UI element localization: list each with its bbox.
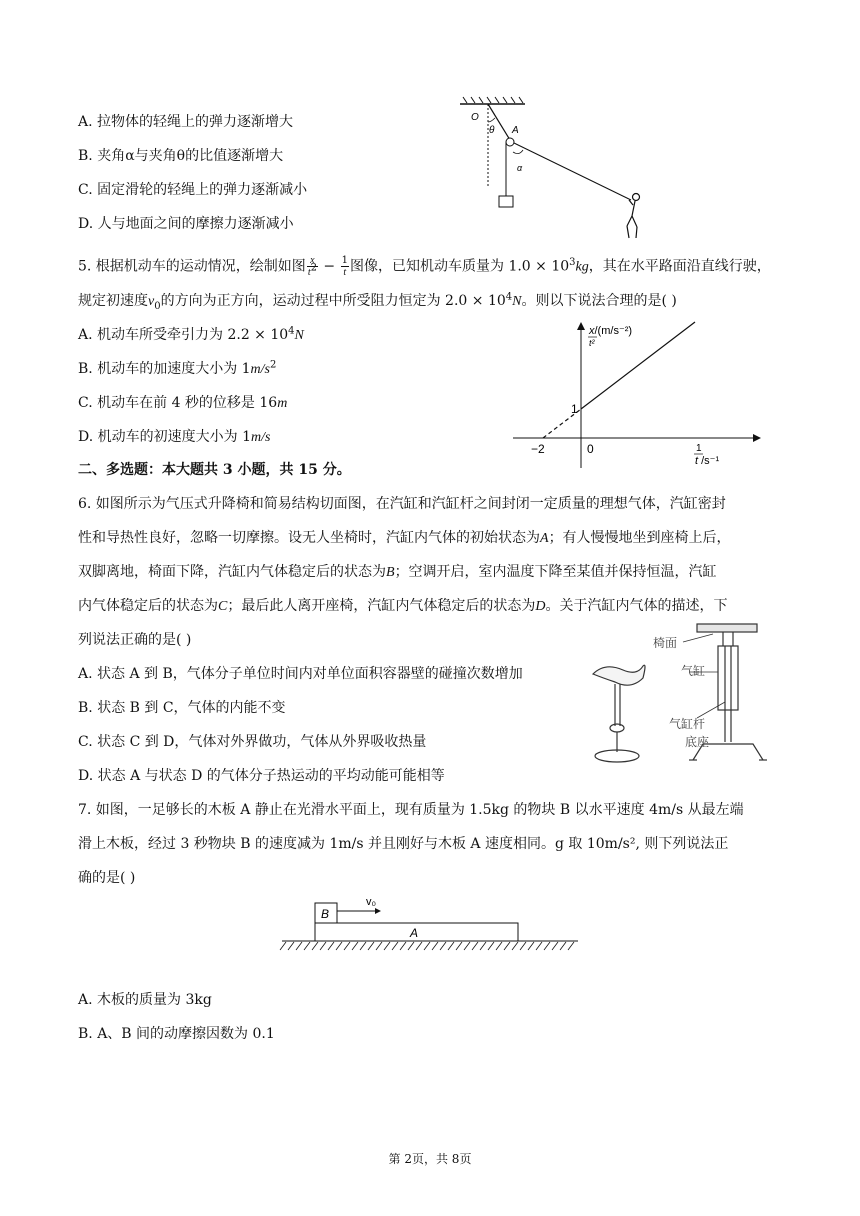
svg-text:1: 1 bbox=[696, 443, 702, 454]
q5-option-d: D. 机动车的初速度大小为 1m/s bbox=[78, 429, 271, 445]
q5-option-b: B. 机动车的加速度大小为 $1m/s^2$ bbox=[78, 359, 277, 377]
q7-label-b: B bbox=[321, 907, 330, 921]
q7-label-v0: v₀ bbox=[366, 896, 377, 908]
q4-option-d: D. 人与地面之间的摩擦力逐渐减小 bbox=[78, 216, 294, 232]
x-axis-arrow bbox=[753, 434, 761, 442]
q4-option-b: B. 夹角α与夹角θ的比值逐渐增大 bbox=[78, 148, 284, 164]
q7-option-b: B. A、B 间的动摩擦因数为 0.1 bbox=[78, 1026, 275, 1042]
q7-option-a: A. 木板的质量为 3kg bbox=[78, 992, 212, 1008]
x-axis-label: t /s⁻¹ bbox=[695, 455, 720, 467]
label-seat: 椅面 bbox=[653, 636, 678, 650]
q6-line2: 性和导热性良好，忽略一切摩擦。设无人坐椅时，汽缸内气体的初始状态为A；有人慢慢地坐到座椅上后， bbox=[78, 530, 731, 546]
person-icon bbox=[627, 194, 640, 239]
label-rod: 气缸杆 bbox=[669, 717, 706, 731]
page-footer: 第 2页，共 8页 bbox=[388, 1152, 472, 1166]
svg-text:t²: t² bbox=[589, 338, 595, 348]
q5-frac-1-t: $\frac{1}{t}$ bbox=[341, 255, 348, 278]
q7-line1: 7. 如图，一足够长的木板 A 静止在光滑水平面上，现有质量为 1.5kg 的物块 B 以水平速度 4m/s 从最左端 bbox=[78, 802, 744, 818]
q6-line5: 列说法正确的是( ) bbox=[78, 632, 192, 648]
q6-line1: 6. 如图所示为气压式升降椅和简易结构切面图，在汽缸和汽缸杆之间封闭一定质量的理想气体，汽缸密封 bbox=[78, 496, 726, 512]
q6-option-c: C. 状态 C 到 D，气体对外界做功，气体从外界吸收热量 bbox=[78, 734, 427, 750]
q4-label-alpha: α bbox=[517, 163, 523, 173]
q4-option-a: A. 拉物体的轻绳上的弹力逐渐增大 bbox=[78, 114, 294, 130]
q6-option-a: A. 状态 A 到 B，气体分子单位时间内对单位面积容器壁的碰撞次数增加 bbox=[78, 666, 523, 682]
q7-line2: 滑上木板，经过 3 秒物块 B 的速度减为 1m/s 并且刚好与木板 A 速度相同。g 取 10m/s², 则下列说法正 bbox=[78, 836, 729, 852]
y-axis-arrow bbox=[577, 322, 585, 330]
q5-option-c: C. 机动车在前 4 秒的位移是 16m bbox=[78, 395, 288, 411]
q7-label-a: A bbox=[410, 926, 419, 940]
y-axis-label: x/(m/s⁻²) bbox=[589, 325, 633, 337]
q5-option-a: A. 机动车所受牵引力为 $2.2 \times 10^4N$ bbox=[78, 325, 304, 343]
q6-option-d: D. 状态 A 与状态 D 的气体分子热运动的平均动能可能相等 bbox=[78, 768, 445, 784]
label-base: 底座 bbox=[685, 735, 710, 749]
q4-label-theta: θ bbox=[489, 125, 495, 136]
q6-chair-figure bbox=[585, 622, 780, 778]
q4-label-o: O bbox=[471, 112, 479, 123]
q5-line1: 5. 根据机动车的运动情况，绘制如图 $\frac{x}{t^2}$ − $\frac{1}{t}$ 图像，已知机动车质量为 $1.0 \times 10^3kg$，其在水平路面沿直线行驶， bbox=[78, 255, 771, 278]
label-cylinder: 气缸 bbox=[681, 664, 706, 678]
y-tick-label: 1 bbox=[571, 402, 578, 416]
q4-option-c: C. 固定滑轮的轻绳上的弹力逐渐减小 bbox=[78, 182, 308, 198]
section2-heading: 二、多选题：本大题共 3 小题，共 15 分。 bbox=[78, 462, 351, 478]
q6-line3: 双脚离地，椅面下降，汽缸内气体稳定后的状态为B；空调开启，室内温度下降至某值并保持恒温，汽缸 bbox=[78, 564, 717, 580]
q4-pulley-figure bbox=[455, 96, 655, 246]
q5-line2: 规定初速度$v_0$的方向为正方向，运动过程中所受阻力恒定为 $2.0 \times 10^4N$。则以下说法合理的是( ) bbox=[78, 291, 677, 312]
x-tick-label: 0 bbox=[587, 442, 594, 456]
x-tick-label: −2 bbox=[531, 442, 545, 456]
q6-option-b: B. 状态 B 到 C，气体的内能不变 bbox=[78, 700, 286, 716]
q6-line4: 内气体稳定后的状态为C；最后此人离开座椅，汽缸内气体稳定后的状态为D。关于汽缸内气体的描述，下 bbox=[78, 598, 728, 614]
q5-chart bbox=[505, 318, 765, 473]
q7-board-figure bbox=[280, 895, 580, 957]
ground-hatch bbox=[280, 942, 574, 950]
q4-label-a: A bbox=[512, 125, 519, 136]
q7-line3: 确的是( ) bbox=[78, 870, 136, 886]
q5-frac-x-t2: $\frac{x}{t^2}$ bbox=[307, 255, 317, 278]
bar-stool-icon bbox=[593, 665, 645, 762]
